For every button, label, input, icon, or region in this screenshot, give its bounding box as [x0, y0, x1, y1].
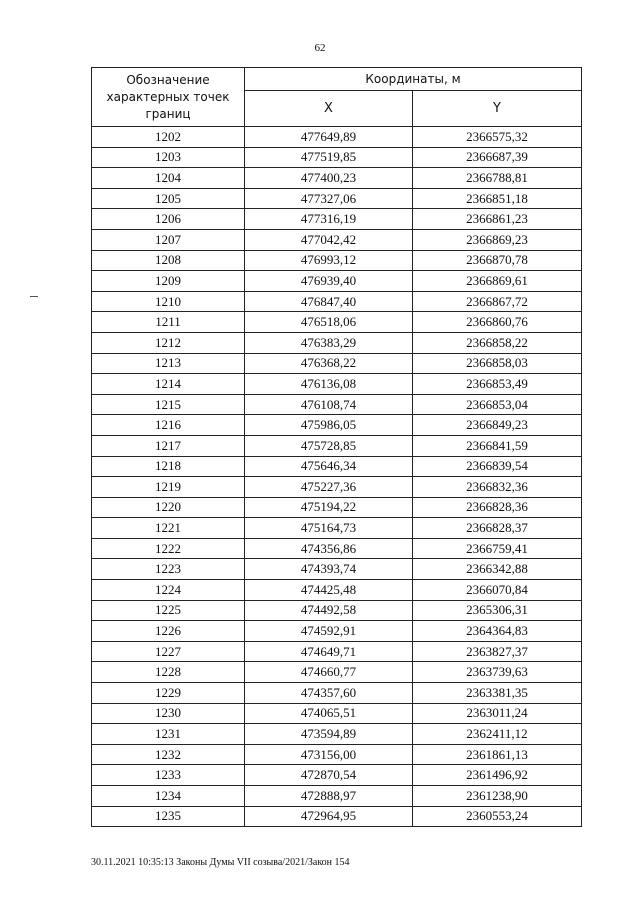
y-coordinate-cell: 2366828,36	[413, 497, 582, 518]
margin-mark	[30, 296, 38, 297]
table-row	[92, 168, 582, 189]
x-coordinate-cell: 476383,29	[245, 332, 413, 353]
point-number-cell: 1220	[92, 497, 245, 518]
point-number-cell: 1212	[92, 332, 245, 353]
point-number-cell: 1219	[92, 477, 245, 498]
table-row	[92, 600, 582, 621]
x-coordinate-cell: 477400,23	[245, 168, 413, 189]
table-row	[92, 209, 582, 230]
table-row	[92, 271, 582, 292]
point-number-cell: 1208	[92, 250, 245, 271]
point-number-cell: 1203	[92, 147, 245, 168]
y-coordinate-cell: 2363739,63	[413, 662, 582, 683]
table-row	[92, 621, 582, 642]
y-coordinate-cell: 2366869,61	[413, 271, 582, 292]
point-number-cell: 1218	[92, 456, 245, 477]
y-coordinate-cell: 2366853,49	[413, 374, 582, 395]
table-body	[92, 127, 582, 827]
point-number-cell: 1230	[92, 703, 245, 724]
x-coordinate-cell: 477042,42	[245, 229, 413, 250]
y-coordinate-cell: 2366759,41	[413, 538, 582, 559]
y-coordinate-cell: 2361238,90	[413, 786, 582, 807]
table-row	[92, 415, 582, 436]
y-coordinate-cell: 2362411,12	[413, 724, 582, 745]
point-number-cell: 1215	[92, 394, 245, 415]
table-row	[92, 435, 582, 456]
table-row	[92, 332, 582, 353]
x-coordinate-cell: 476939,40	[245, 271, 413, 292]
y-coordinate-cell: 2366342,88	[413, 559, 582, 580]
x-coordinate-cell: 474393,74	[245, 559, 413, 580]
page-number: 62	[314, 42, 326, 54]
point-number-cell: 1225	[92, 600, 245, 621]
x-coordinate-cell: 476136,08	[245, 374, 413, 395]
x-coordinate-cell: 476518,06	[245, 312, 413, 333]
point-number-cell: 1211	[92, 312, 245, 333]
table-row	[92, 641, 582, 662]
y-coordinate-cell: 2366861,23	[413, 209, 582, 230]
y-coordinate-cell: 2366867,72	[413, 291, 582, 312]
x-coordinate-cell: 475646,34	[245, 456, 413, 477]
table-row	[92, 559, 582, 580]
table-row	[92, 683, 582, 704]
point-number-cell: 1214	[92, 374, 245, 395]
x-coordinate-cell: 476993,12	[245, 250, 413, 271]
x-coordinate-cell: 474660,77	[245, 662, 413, 683]
point-number-cell: 1217	[92, 435, 245, 456]
table-row	[92, 518, 582, 539]
y-coordinate-cell: 2366832,36	[413, 477, 582, 498]
point-number-cell: 1226	[92, 621, 245, 642]
y-coordinate-cell: 2366828,37	[413, 518, 582, 539]
x-coordinate-cell: 474592,91	[245, 621, 413, 642]
x-coordinate-cell: 475728,85	[245, 435, 413, 456]
x-coordinate-cell: 477327,06	[245, 188, 413, 209]
table-row	[92, 229, 582, 250]
x-coordinate-cell: 477316,19	[245, 209, 413, 230]
x-coordinate-cell: 472888,97	[245, 786, 413, 807]
x-coordinate-cell: 476847,40	[245, 291, 413, 312]
table-row	[92, 394, 582, 415]
x-coordinate-cell: 476108,74	[245, 394, 413, 415]
table-row	[92, 188, 582, 209]
table-header	[92, 68, 582, 127]
point-number-cell: 1202	[92, 127, 245, 148]
table-row	[92, 580, 582, 601]
y-coordinate-cell: 2366070,84	[413, 580, 582, 601]
y-coordinate-cell: 2361496,92	[413, 765, 582, 786]
y-coordinate-cell: 2366858,03	[413, 353, 582, 374]
y-coordinate-cell: 2366575,32	[413, 127, 582, 148]
x-coordinate-cell: 477519,85	[245, 147, 413, 168]
x-coordinate-cell: 475227,36	[245, 477, 413, 498]
x-coordinate-cell: 473594,89	[245, 724, 413, 745]
table-row	[92, 786, 582, 807]
point-number-cell: 1224	[92, 580, 245, 601]
y-coordinate-cell: 2366849,23	[413, 415, 582, 436]
y-coordinate-cell: 2364364,83	[413, 621, 582, 642]
y-coordinate-cell: 2366687,39	[413, 147, 582, 168]
table-row	[92, 147, 582, 168]
y-coordinate-cell: 2363827,37	[413, 641, 582, 662]
point-number-cell: 1216	[92, 415, 245, 436]
point-number-cell: 1228	[92, 662, 245, 683]
x-coordinate-cell: 474425,48	[245, 580, 413, 601]
x-coordinate-cell: 475194,22	[245, 497, 413, 518]
table-row	[92, 250, 582, 271]
y-coordinate-cell: 2366788,81	[413, 168, 582, 189]
table-row	[92, 765, 582, 786]
table-row	[92, 497, 582, 518]
point-number-cell: 1205	[92, 188, 245, 209]
header-x: X	[245, 91, 413, 127]
header-coordinates: Координаты, м	[245, 68, 582, 91]
y-coordinate-cell: 2366860,76	[413, 312, 582, 333]
point-number-cell: 1210	[92, 291, 245, 312]
point-number-cell: 1204	[92, 168, 245, 189]
point-number-cell: 1227	[92, 641, 245, 662]
table-row	[92, 291, 582, 312]
table-row	[92, 374, 582, 395]
x-coordinate-cell: 472964,95	[245, 806, 413, 827]
point-number-cell: 1213	[92, 353, 245, 374]
table-row	[92, 312, 582, 333]
table-row	[92, 703, 582, 724]
x-coordinate-cell: 472870,54	[245, 765, 413, 786]
point-number-cell: 1233	[92, 765, 245, 786]
y-coordinate-cell: 2363381,35	[413, 683, 582, 704]
y-coordinate-cell: 2366841,59	[413, 435, 582, 456]
y-coordinate-cell: 2366869,23	[413, 229, 582, 250]
y-coordinate-cell: 2366839,54	[413, 456, 582, 477]
point-number-cell: 1235	[92, 806, 245, 827]
y-coordinate-cell: 2361861,13	[413, 744, 582, 765]
header-y: Y	[413, 91, 582, 127]
table-row	[92, 538, 582, 559]
point-number-cell: 1209	[92, 271, 245, 292]
point-number-cell: 1229	[92, 683, 245, 704]
x-coordinate-cell: 476368,22	[245, 353, 413, 374]
y-coordinate-cell: 2366870,78	[413, 250, 582, 271]
x-coordinate-cell: 474065,51	[245, 703, 413, 724]
y-coordinate-cell: 2366858,22	[413, 332, 582, 353]
point-number-cell: 1207	[92, 229, 245, 250]
coordinates-table	[91, 67, 582, 827]
y-coordinate-cell: 2366853,04	[413, 394, 582, 415]
y-coordinate-cell: 2363011,24	[413, 703, 582, 724]
y-coordinate-cell: 2366851,18	[413, 188, 582, 209]
point-number-cell: 1206	[92, 209, 245, 230]
table-row	[92, 477, 582, 498]
document-footer: 30.11.2021 10:35:13 Законы Думы VII созыва/2021/Закон 154	[91, 857, 350, 868]
x-coordinate-cell: 477649,89	[245, 127, 413, 148]
point-number-cell: 1223	[92, 559, 245, 580]
table-row	[92, 353, 582, 374]
table-row	[92, 806, 582, 827]
table-row	[92, 127, 582, 148]
x-coordinate-cell: 474492,58	[245, 600, 413, 621]
y-coordinate-cell: 2360553,24	[413, 806, 582, 827]
point-number-cell: 1231	[92, 724, 245, 745]
y-coordinate-cell: 2365306,31	[413, 600, 582, 621]
x-coordinate-cell: 474357,60	[245, 683, 413, 704]
x-coordinate-cell: 474649,71	[245, 641, 413, 662]
x-coordinate-cell: 475164,73	[245, 518, 413, 539]
table-row	[92, 456, 582, 477]
table-row	[92, 662, 582, 683]
x-coordinate-cell: 474356,86	[245, 538, 413, 559]
table-row	[92, 744, 582, 765]
header-point-designation: Обозначение характерных точек границ	[92, 68, 245, 127]
point-number-cell: 1222	[92, 538, 245, 559]
x-coordinate-cell: 473156,00	[245, 744, 413, 765]
point-number-cell: 1234	[92, 786, 245, 807]
point-number-cell: 1232	[92, 744, 245, 765]
point-number-cell: 1221	[92, 518, 245, 539]
table-row	[92, 724, 582, 745]
x-coordinate-cell: 475986,05	[245, 415, 413, 436]
